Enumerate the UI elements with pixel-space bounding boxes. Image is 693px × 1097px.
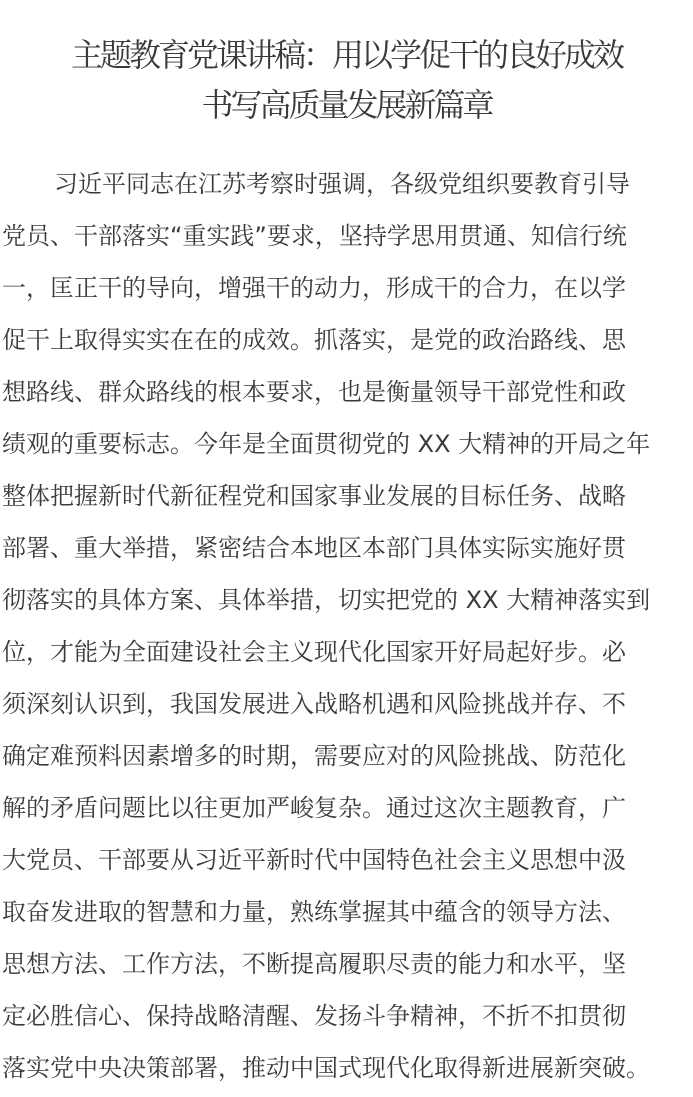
body-line: 彻落实的具体方案、具体举措，切实把党的 XX 大精神落实到 [2,586,651,614]
body-line: 确定难预料因素增多的时期，需要应对的风险挑战、防范化 [2,742,626,770]
body-line: 党员、干部落实“重实践”要求，坚持学思用贯通、知信行统 [2,222,627,250]
body-line: 思想方法、工作方法，不断提高履职尽责的能力和水平，坚 [2,950,626,978]
body-line: 促干上取得实实在在的成效。抓落实，是党的政治路线、思 [2,326,626,354]
body-line: 习近平同志在江苏考察时强调，各级党组织要教育引导 [54,170,630,198]
body-line: 定必胜信心、保持战略清醒、发扬斗争精神，不折不扣贯彻 [2,1002,626,1030]
body-line: 落实党中央决策部署，推动中国式现代化取得新进展新突破。 [2,1054,650,1082]
body-line: 想路线、群众路线的根本要求，也是衡量领导干部党性和政 [2,378,626,406]
body-line: 绩观的重要标志。今年是全面贯彻党的 XX 大精神的开局之年 [2,430,651,458]
article-title-line: 主题教育党课讲稿：用以学促干的良好成效 [70,36,622,74]
body-line: 整体把握新时代新征程党和国家事业发展的目标任务、战略 [2,482,626,510]
body-line: 取奋发进取的智慧和力量，熟练掌握其中蕴含的领导方法、 [2,898,626,926]
article-body [2,158,692,1094]
body-line: 部署、重大举措，紧密结合本地区本部门具体实际实施好贯 [2,534,626,562]
body-line: 位，才能为全面建设社会主义现代化国家开好局起好步。必 [2,638,626,666]
article-title [0,0,693,130]
body-line: 解的矛盾问题比以往更加严峻复杂。通过这次主题教育，广 [2,794,626,822]
body-line: 一，匡正干的导向，增强干的动力，形成干的合力，在以学 [2,274,626,302]
body-line: 须深刻认识到，我国发展进入战略机遇和风险挑战并存、不 [2,690,626,718]
article-title-line: 书写高质量发展新篇章 [201,86,492,124]
body-line: 大党员、干部要从习近平新时代中国特色社会主义思想中汲 [2,846,626,874]
